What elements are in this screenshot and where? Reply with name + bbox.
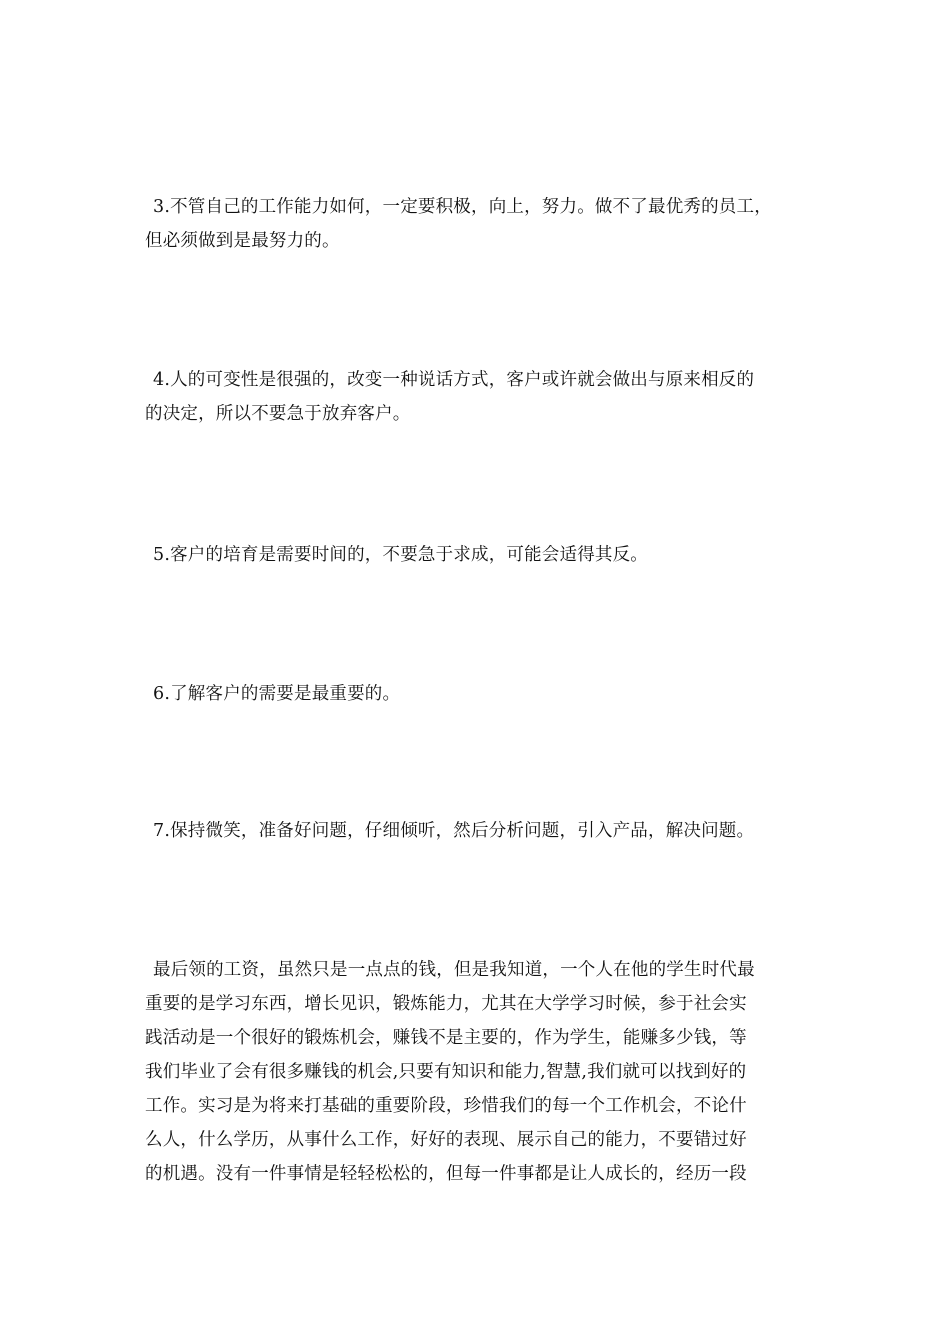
paragraph-line: 6.了解客户的需要是最重要的。	[153, 684, 401, 704]
paragraph-line: 3.不管自己的工作能力如何，一定要积极，向上，努力。做不了最优秀的员工，	[153, 197, 772, 217]
paragraph-line: 重要的是学习东西，增长见识，锻炼能力，尤其在大学学习时候，参于社会实	[145, 994, 747, 1014]
paragraph-item-4	[145, 363, 820, 431]
paragraph-line: 但必须做到是最努力的。	[145, 231, 340, 251]
paragraph-line: 么人，什么学历，从事什么工作，好好的表现、展示自己的能力，不要错过好	[145, 1130, 747, 1150]
paragraph-item-7	[145, 814, 820, 848]
paragraph-line: 7.保持微笑，准备好问题，仔细倾听，然后分析问题，引入产品，解决问题。	[153, 821, 755, 841]
paragraph-item-3	[145, 190, 820, 258]
paragraph-item-5	[145, 538, 820, 572]
paragraph-line: 工作。实习是为将来打基础的重要阶段，珍惜我们的每一个工作机会，不论什	[145, 1096, 747, 1116]
paragraph-line: 践活动是一个很好的锻炼机会，赚钱不是主要的，作为学生，能赚多少钱，等	[145, 1028, 747, 1048]
paragraph-line: 最后领的工资，虽然只是一点点的钱，但是我知道，一个人在他的学生时代最	[153, 960, 755, 980]
paragraph-line: 的决定，所以不要急于放弃客户。	[145, 404, 411, 424]
closing-paragraph	[145, 953, 820, 1191]
paragraph-item-6	[145, 677, 820, 711]
paragraph-line: 5.客户的培育是需要时间的，不要急于求成，可能会适得其反。	[153, 545, 648, 565]
paragraph-line: 4.人的可变性是很强的，改变一种说话方式，客户或许就会做出与原来相反的	[153, 370, 755, 390]
paragraph-line: 我们毕业了会有很多赚钱的机会,只要有知识和能力,智慧,我们就可以找到好的	[145, 1062, 747, 1082]
paragraph-line: 的机遇。没有一件事情是轻轻松松的，但每一件事都是让人成长的，经历一段	[145, 1164, 747, 1184]
